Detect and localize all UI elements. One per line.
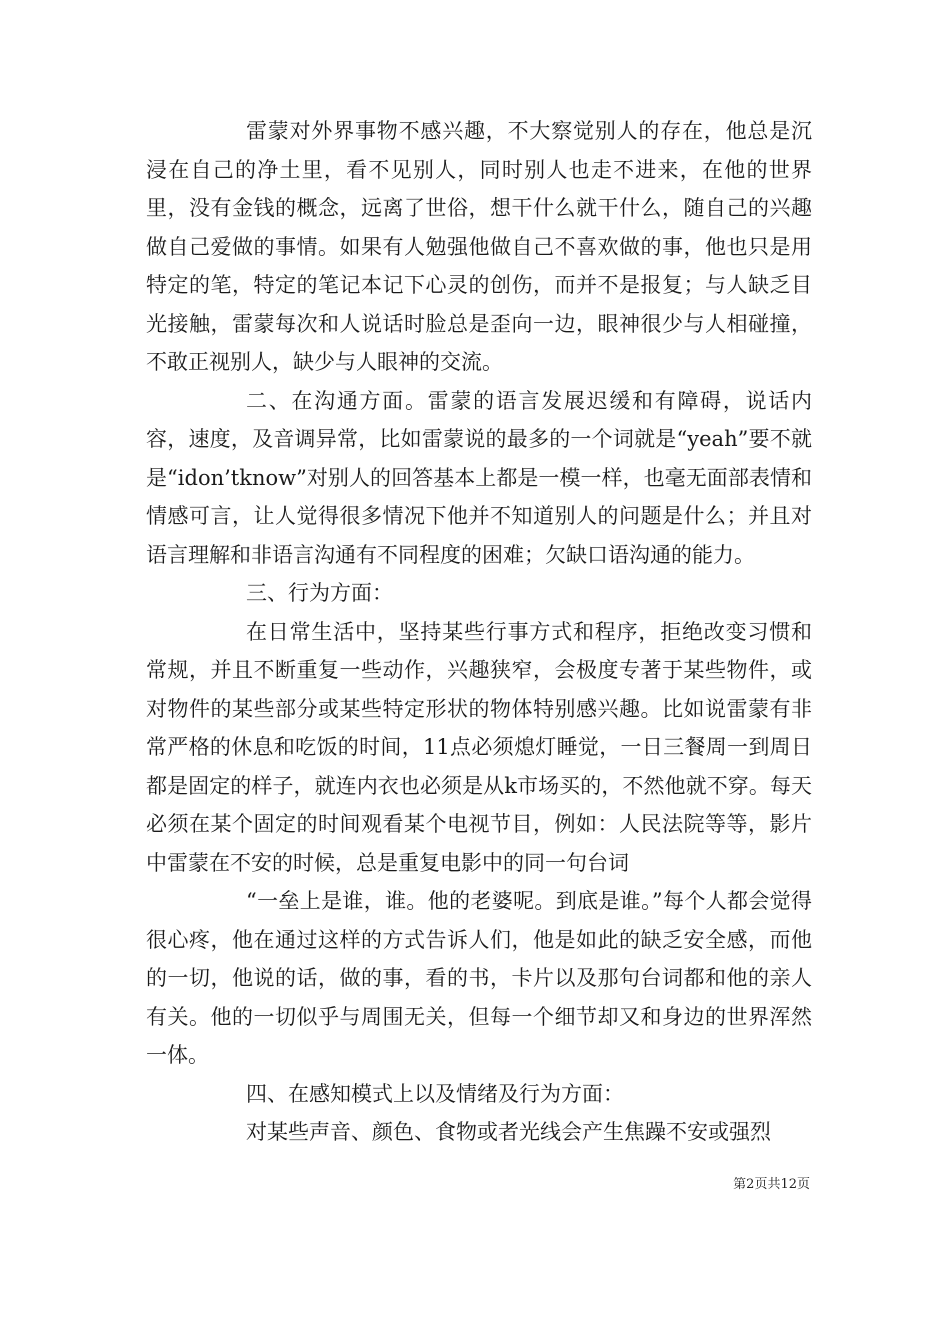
document-body [146,112,812,1152]
paragraph-perception-heading: 四、在感知模式上以及情绪及行为方面： [246,1081,624,1106]
paragraph-social: 雷蒙对外界事物不感兴趣，不大察觉别人的存在，他总是沉浸在自己的净土里，看不见别人，同时别人也走不进来，在他的世界里，没有金钱的概念，远离了世俗，想干什么就干什么，随自己的兴趣做自己爱做的事情。如果有人勉强他做自己不喜欢做的事，他也只是用特定的笔，特定的笔记本记下心灵的创伤，而并不是报复；与人缺乏目光接触，雷蒙每次和人说话时脸总是歪向一边，眼神很少与人相碰撞，不敢正视别人，缺少与人眼神的交流。 [146,119,812,374]
paragraph-behavior-heading: 三、行为方面： [246,581,393,605]
page-number-footer: 第2页共12页 [733,1177,810,1192]
paragraph-behavior: 在日常生活中，坚持某些行事方式和程序，拒绝改变习惯和常规，并且不断重复一些动作，兴趣狭窄，会极度专著于某些物件，或对物件的某些部分或某些特定形状的物体特别感兴趣。比如说雷蒙有非常严格的休息和吃饭的时间，11点必须熄灯睡觉，一日三餐周一到周日都是固定的样子，就连内衣也必须是从k市场买的，不然他就不穿。每天必须在某个固定的时间观看某个电视节目，例如：人民法院等等，影片中雷蒙在不安的时候，总是重复电影中的同一句台词 [146,619,812,875]
paragraph-perception: 对某些声音、颜色、食物或者光线会产生焦躁不安或强烈 [246,1120,771,1144]
paragraph-communication: 二、在沟通方面。雷蒙的语言发展迟缓和有障碍，说话内容，速度，及音调异常，比如雷蒙说的最多的一个词就是“yeah”要不就是“idon’tknow”对别人的回答基本上都是一模一样，也毫无面部表情和情感可言，让人觉得很多情况下他并不知道别人的问题是什么；并且对语言理解和非语言沟通有不同程度的困难；欠缺口语沟通的能力。 [146,388,812,567]
paragraph-quote: “一垒上是谁，谁。他的老婆呢。到底是谁。”每个人都会觉得很心疼，他在通过这样的方式告诉人们，他是如此的缺乏安全感，而他的一切，他说的话，做的事，看的书，卡片以及那句台词都和他的亲人有关。他的一切似乎与周围无关，但每一个细节却又和身边的世界浑然一体。 [146,889,812,1067]
